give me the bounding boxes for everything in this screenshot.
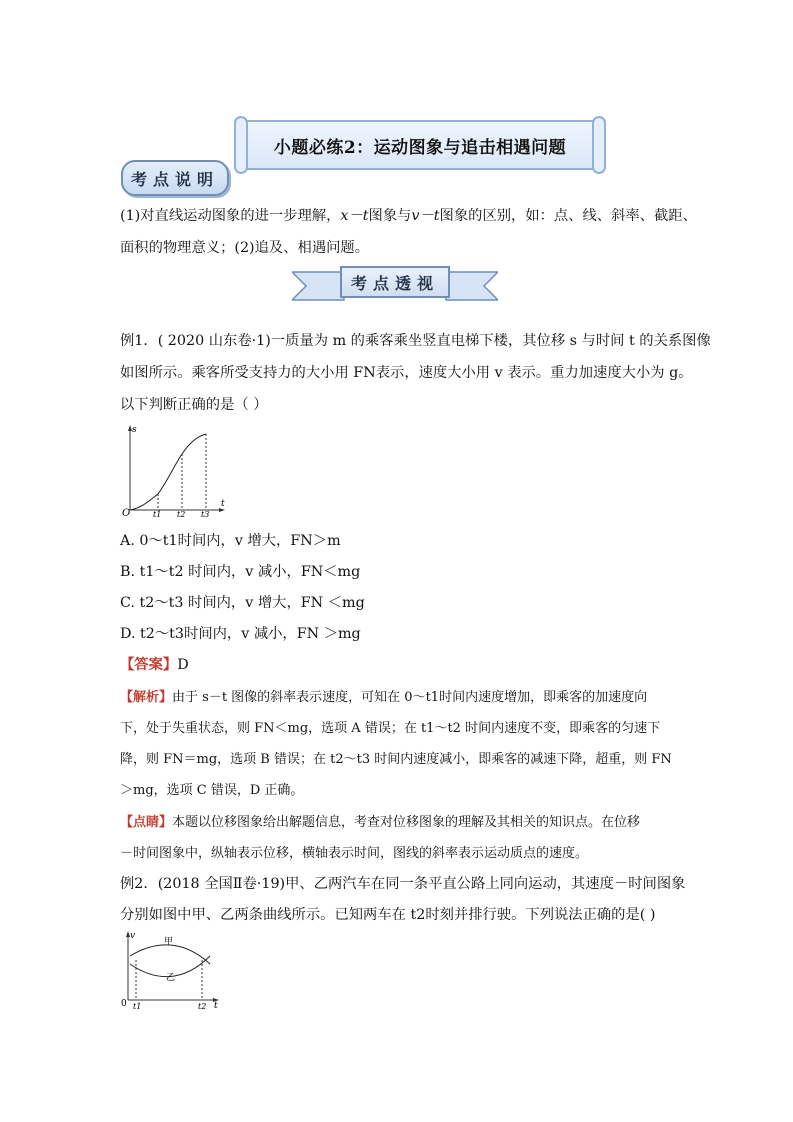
intro-line-1: (1)对直线运动图象的进一步理解，x－t图象与v－t图象的区别，如：点、线、斜率、截距、 xyxy=(120,208,697,224)
origin-label: O xyxy=(122,508,131,517)
ex1-line-3: 以下判断正确的是（ ） xyxy=(120,397,268,413)
tick-t2: t2 xyxy=(198,1002,207,1010)
ex1-line-2: 如图所示。乘客所受支持力的大小用 FN表示，速度大小用 v 表示。重力加速度大小为 g。 xyxy=(120,365,693,381)
badge-label: 考点说明 xyxy=(130,169,219,189)
intro-line-2: 面积的物理意义；(2)追及、相遇问题。 xyxy=(120,240,369,256)
option-b: B. t1～t2 时间内，v 减小，FN＜mg xyxy=(120,564,361,580)
tick-t1: t1 xyxy=(133,1002,142,1010)
curve-label-yi: 乙 xyxy=(166,973,176,983)
analysis-line-4: ＞mg，选项 C 错误，D 正确。 xyxy=(120,783,304,798)
ex2-line-2: 分别如图中甲、乙两条曲线所示。已知两车在 t2时刻并排行驶。下列说法正确的是( ) xyxy=(120,907,656,923)
st-graph xyxy=(118,422,228,517)
tick-t1: t1 xyxy=(153,510,162,517)
axis-label-s: s xyxy=(132,425,137,435)
curve-label-jia: 甲 xyxy=(164,937,174,947)
vt-graph xyxy=(116,930,226,1010)
analysis-line-2: 下，处于失重状态，则 FN＜mg，选项 A 错误；在 t1～t2 时间内速度不变，即乘客的匀速下 xyxy=(120,721,661,736)
option-d: D. t2～t3时间内，v 减小，FN ＞mg xyxy=(120,626,361,642)
analysis-line-1: 【解析】由于 s－t 图像的斜率表示速度，可知在 0～t1时间内速度增加，即乘客的加速度向 xyxy=(120,690,648,705)
answer-value: D xyxy=(177,657,189,673)
badge-kaodian-shuoming xyxy=(121,160,229,196)
comment-line-1: 【点睛】本题以位移图象给出解题信息，考查对位移图象的理解及其相关的知识点。在位移 xyxy=(120,815,641,830)
axis-label-t: t xyxy=(214,1001,218,1010)
option-c: C. t2～t3 时间内，v 增大，FN ＜mg xyxy=(120,595,365,611)
page-title: 小题必练2：运动图象与追击相遇问题 xyxy=(273,137,567,158)
answer-tag: 【答案】 xyxy=(120,657,178,673)
ex1-line-1: 例1．( 2020 山东卷·1)一质量为 m 的乘客乘坐竖直电梯下楼，其位移 s 与时间 t 的关系图像 xyxy=(120,333,711,349)
tick-t2: t2 xyxy=(177,510,186,517)
analysis-tag: 【解析】 xyxy=(120,690,173,705)
badge-kaodian-toushi xyxy=(292,266,498,302)
comment-tag: 【点睛】 xyxy=(120,815,173,830)
axis-label-v: v xyxy=(130,931,136,941)
comment-line-2: －时间图象中，纵轴表示位移，横轴表示时间，图线的斜率表示运动质点的速度。 xyxy=(120,846,589,861)
tick-t3: t3 xyxy=(201,510,210,517)
axis-label-t: t xyxy=(221,499,225,509)
answer-line xyxy=(120,654,189,674)
analysis-line-3: 降，则 FN＝mg，选项 B 错误；在 t2～t3 时间内速度减小，即乘客的减速下降，超重，则 FN xyxy=(120,752,672,767)
title-banner xyxy=(241,120,599,170)
ex2-line-1: 例2．(2018 全国Ⅱ卷·19)甲、乙两汽车在同一条平直公路上同向运动，其速度－时间图象 xyxy=(120,876,686,892)
origin-label: 0 xyxy=(121,999,127,1009)
option-a: A. 0～t1时间内，v 增大，FN＞m xyxy=(120,533,341,549)
badge-label: 考点透视 xyxy=(350,273,439,293)
